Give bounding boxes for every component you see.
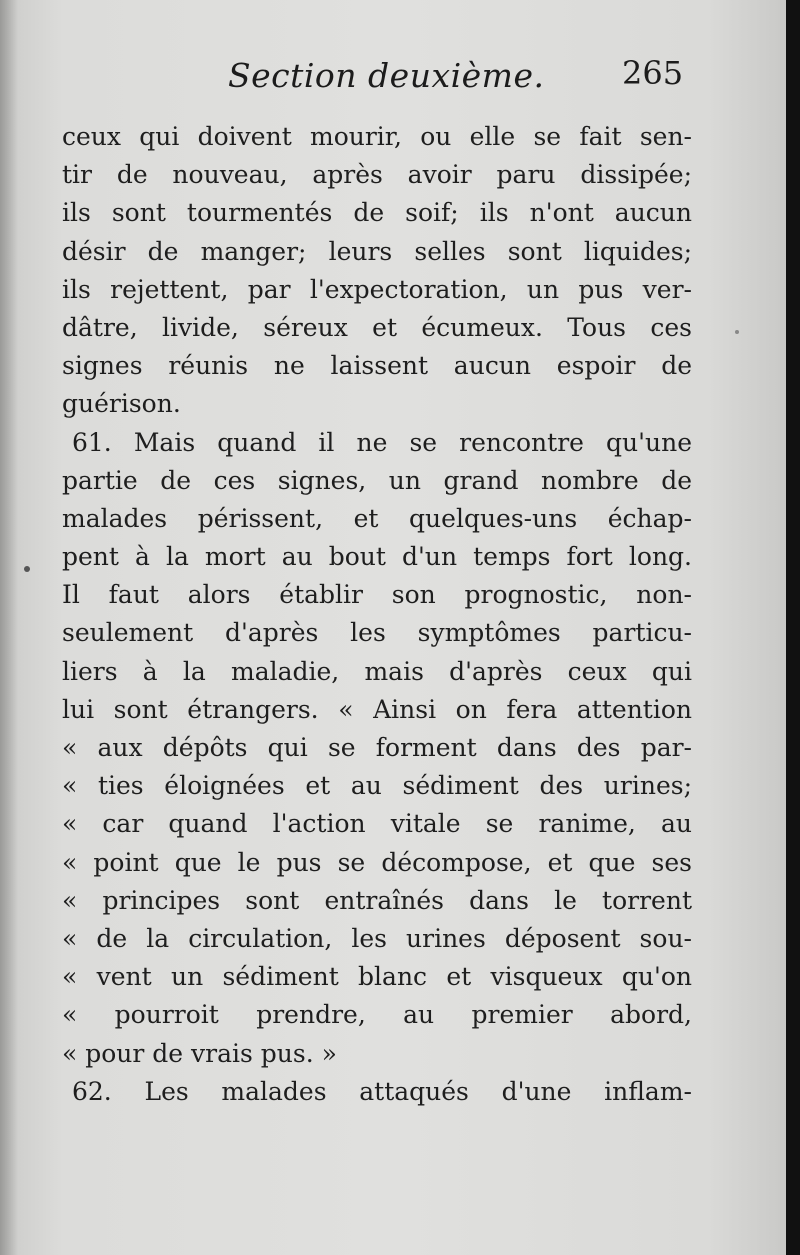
quote-line: « pourroit prendre, au premier abord, [62, 1000, 692, 1030]
text-line: seulement d'après les symptômes particu- [62, 618, 692, 648]
quote-line: « point que le pus se décompose, et que ses [62, 847, 692, 877]
quote-line: « vent un sédiment blanc et visqueux qu'on [62, 962, 692, 992]
paragraph-62-start: 62. Les malades attaqués d'une inflam- [72, 1076, 692, 1106]
text-line: désir de manger; leurs selles sont liquides; [62, 236, 692, 266]
text-line: ils rejettent, par l'expectoration, un pus ver- [62, 274, 692, 304]
text-line: pent à la mort au bout d'un temps fort long. [62, 542, 692, 572]
page-header [0, 48, 786, 108]
text-line: signes réunis ne laissent aucun espoir de [62, 351, 692, 381]
text-line: dâtre, livide, séreux et écumeux. Tous ces [62, 312, 692, 342]
quote-line: « de la circulation, les urines déposent sou- [62, 923, 692, 953]
text-line: ils sont tourmentés de soif; ils n'ont aucun [62, 198, 692, 228]
ink-speck [735, 330, 739, 334]
text-line: liers à la maladie, mais d'après ceux qui [62, 656, 692, 686]
quote-line: « principes sont entraînés dans le torrent [62, 885, 692, 915]
quote-line: « aux dépôts qui se forment dans des par- [62, 733, 692, 762]
text-line: tir de nouveau, après avoir paru dissipée; [62, 160, 692, 190]
text-line: lui sont étrangers. « Ainsi on fera attention [62, 694, 692, 724]
ink-speck [24, 566, 30, 572]
text-line: guérison. [62, 389, 181, 419]
quote-line: « ties éloignées et au sédiment des urines; [62, 771, 692, 801]
page-number: 265 [622, 54, 684, 92]
quote-line: « pour de vrais pus. » [62, 1038, 337, 1068]
spine-shadow [0, 0, 18, 1255]
page-edge-shadow [786, 0, 800, 1255]
body-text [62, 118, 692, 1111]
running-title: Section deuxième. [228, 56, 545, 95]
paragraph-61-start: 61. Mais quand il ne se rencontre qu'une [72, 427, 692, 457]
text-line: Il faut alors établir son prognostic, non- [62, 580, 692, 610]
text-line: malades périssent, et quelques-uns échap- [62, 503, 692, 533]
text-line: ceux qui doivent mourir, ou elle se fait sen- [62, 122, 692, 151]
text-line: partie de ces signes, un grand nombre de [62, 465, 692, 495]
quote-line: « car quand l'action vitale se ranime, au [62, 809, 692, 839]
